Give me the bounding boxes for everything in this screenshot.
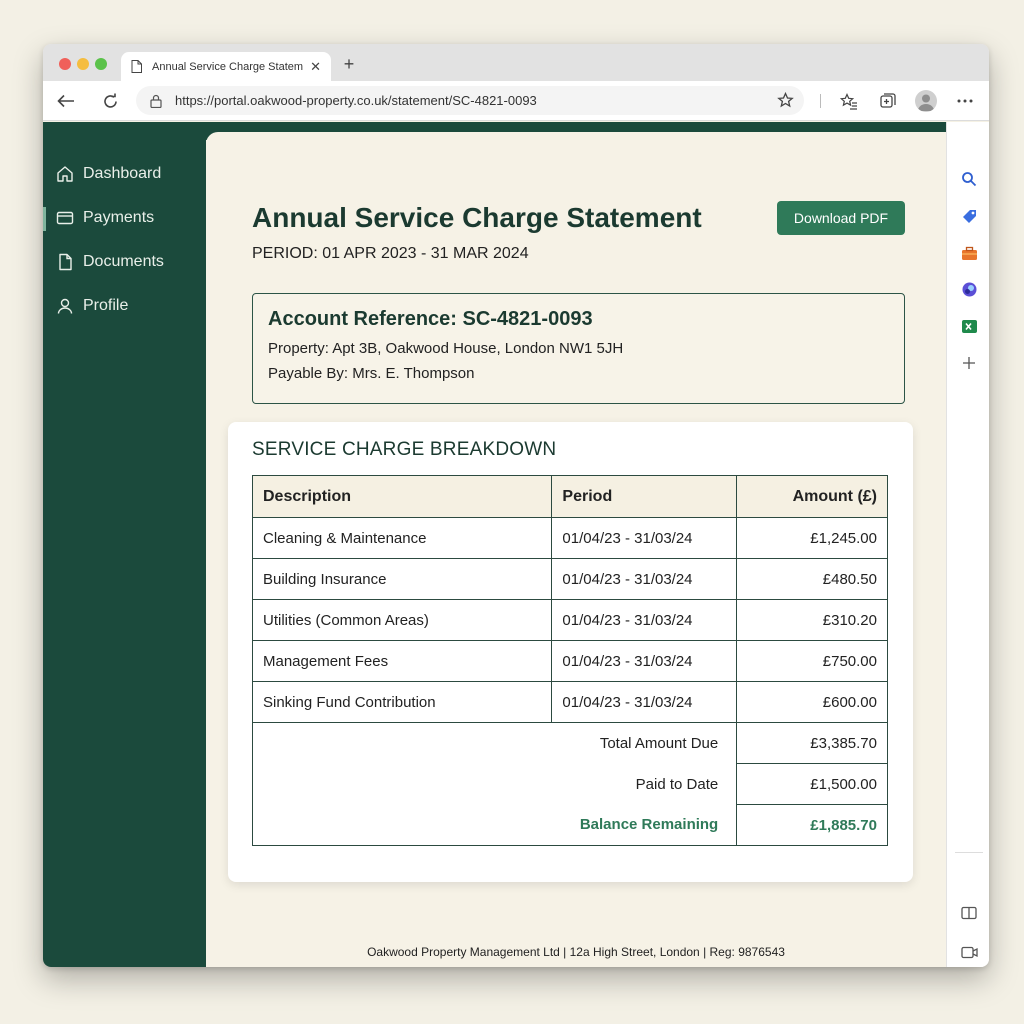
reading-view-icon[interactable] bbox=[960, 904, 978, 922]
total-row bbox=[253, 723, 888, 764]
download-pdf-button[interactable]: Download PDF bbox=[777, 201, 905, 235]
row-amount: £1,245.00 bbox=[737, 518, 888, 559]
balance-row bbox=[253, 805, 888, 846]
statement-panel bbox=[206, 132, 946, 967]
row-amount: £750.00 bbox=[737, 641, 888, 682]
tab-strip bbox=[43, 44, 989, 81]
favorite-star-icon[interactable] bbox=[777, 92, 794, 109]
sidebar-nav bbox=[43, 122, 206, 967]
search-icon[interactable] bbox=[960, 170, 978, 188]
sidebar-item-label: Dashboard bbox=[83, 165, 162, 182]
reload-button[interactable] bbox=[100, 91, 120, 111]
tab-close-icon[interactable]: ✕ bbox=[310, 58, 321, 74]
sidebar-item-documents[interactable] bbox=[43, 245, 206, 279]
side-panel-divider bbox=[955, 852, 983, 853]
user-icon bbox=[56, 297, 74, 315]
row-description: Management Fees bbox=[253, 641, 552, 682]
browser-toolbar bbox=[43, 81, 989, 121]
more-dots-icon bbox=[957, 99, 973, 103]
balance-label: Balance Remaining bbox=[253, 805, 737, 846]
briefcase-icon[interactable] bbox=[960, 244, 978, 262]
table-row bbox=[253, 682, 888, 723]
profile-avatar[interactable] bbox=[915, 90, 937, 112]
row-period: 01/04/23 - 31/03/24 bbox=[552, 682, 737, 723]
row-amount: £480.50 bbox=[737, 559, 888, 600]
column-header-description: Description bbox=[253, 476, 552, 518]
column-header-period: Period bbox=[552, 476, 737, 518]
back-button[interactable] bbox=[56, 91, 76, 111]
document-icon bbox=[56, 253, 74, 271]
sidebar-item-label: Profile bbox=[83, 297, 129, 314]
browser-side-panel bbox=[946, 122, 989, 967]
collections-icon bbox=[879, 92, 897, 110]
browser-window bbox=[43, 44, 989, 967]
page-title: Annual Service Charge Statement bbox=[252, 202, 702, 233]
tag-icon[interactable] bbox=[960, 207, 978, 225]
breakdown-table bbox=[252, 475, 888, 846]
row-description: Cleaning & Maintenance bbox=[253, 518, 552, 559]
favorites-button[interactable] bbox=[839, 91, 859, 111]
sidebar-item-dashboard[interactable] bbox=[43, 157, 206, 191]
page-icon bbox=[131, 60, 142, 73]
table-row bbox=[253, 641, 888, 682]
breakdown-title: SERVICE CHARGE BREAKDOWN bbox=[252, 439, 557, 460]
row-description: Sinking Fund Contribution bbox=[253, 682, 552, 723]
account-summary-box bbox=[252, 293, 905, 404]
copilot-icon[interactable] bbox=[960, 280, 978, 298]
video-icon[interactable] bbox=[960, 943, 978, 961]
row-period: 01/04/23 - 31/03/24 bbox=[552, 641, 737, 682]
excel-icon[interactable] bbox=[960, 317, 978, 335]
lock-icon bbox=[150, 94, 162, 108]
paid-row bbox=[253, 764, 888, 805]
avatar-icon bbox=[915, 90, 937, 112]
row-description: Utilities (Common Areas) bbox=[253, 600, 552, 641]
table-row bbox=[253, 600, 888, 641]
reload-icon bbox=[102, 93, 119, 110]
paid-label: Paid to Date bbox=[253, 764, 737, 805]
account-reference: Account Reference: SC-4821-0093 bbox=[268, 308, 593, 330]
back-arrow-icon bbox=[57, 94, 75, 108]
maximize-window-button[interactable] bbox=[95, 58, 107, 70]
sidebar-item-payments[interactable] bbox=[43, 201, 206, 235]
row-amount: £310.20 bbox=[737, 600, 888, 641]
statement-period: PERIOD: 01 APR 2023 - 31 MAR 2024 bbox=[252, 245, 529, 262]
tab-title: Annual Service Charge Statem bbox=[152, 60, 304, 73]
table-row bbox=[253, 518, 888, 559]
add-icon[interactable] bbox=[960, 354, 978, 372]
collections-button[interactable] bbox=[878, 91, 898, 111]
total-value: £3,385.70 bbox=[737, 723, 888, 764]
column-header-amount: Amount (£) bbox=[737, 476, 888, 518]
row-period: 01/04/23 - 31/03/24 bbox=[552, 559, 737, 600]
property-address: Property: Apt 3B, Oakwood House, London NW1 5JH bbox=[268, 340, 624, 357]
row-amount: £600.00 bbox=[737, 682, 888, 723]
payable-by: Payable By: Mrs. E. Thompson bbox=[268, 365, 475, 382]
breakdown-card bbox=[228, 422, 913, 882]
browser-tab[interactable] bbox=[121, 52, 331, 81]
sidebar-item-label: Documents bbox=[83, 253, 164, 270]
total-label: Total Amount Due bbox=[253, 723, 737, 764]
minimize-window-button[interactable] bbox=[77, 58, 89, 70]
favorites-list-icon bbox=[840, 93, 858, 110]
paid-value: £1,500.00 bbox=[737, 764, 888, 805]
table-header-row bbox=[253, 476, 888, 518]
close-window-button[interactable] bbox=[59, 58, 71, 70]
toolbar-divider bbox=[820, 94, 821, 108]
card-icon bbox=[56, 209, 74, 227]
home-icon bbox=[56, 165, 74, 183]
row-period: 01/04/23 - 31/03/24 bbox=[552, 600, 737, 641]
row-description: Building Insurance bbox=[253, 559, 552, 600]
table-row bbox=[253, 559, 888, 600]
balance-value: £1,885.70 bbox=[737, 805, 888, 846]
page-footer: Oakwood Property Management Ltd | 12a High Street, London | Reg: 9876543 bbox=[367, 945, 785, 959]
new-tab-button[interactable]: + bbox=[343, 54, 355, 74]
row-period: 01/04/23 - 31/03/24 bbox=[552, 518, 737, 559]
sidebar-item-label: Payments bbox=[83, 209, 155, 226]
url-text: https://portal.oakwood-property.co.uk/statement/SC-4821-0093 bbox=[175, 93, 537, 108]
sidebar-item-profile[interactable] bbox=[43, 289, 206, 323]
more-menu-button[interactable] bbox=[955, 91, 975, 111]
address-bar[interactable] bbox=[136, 86, 804, 115]
